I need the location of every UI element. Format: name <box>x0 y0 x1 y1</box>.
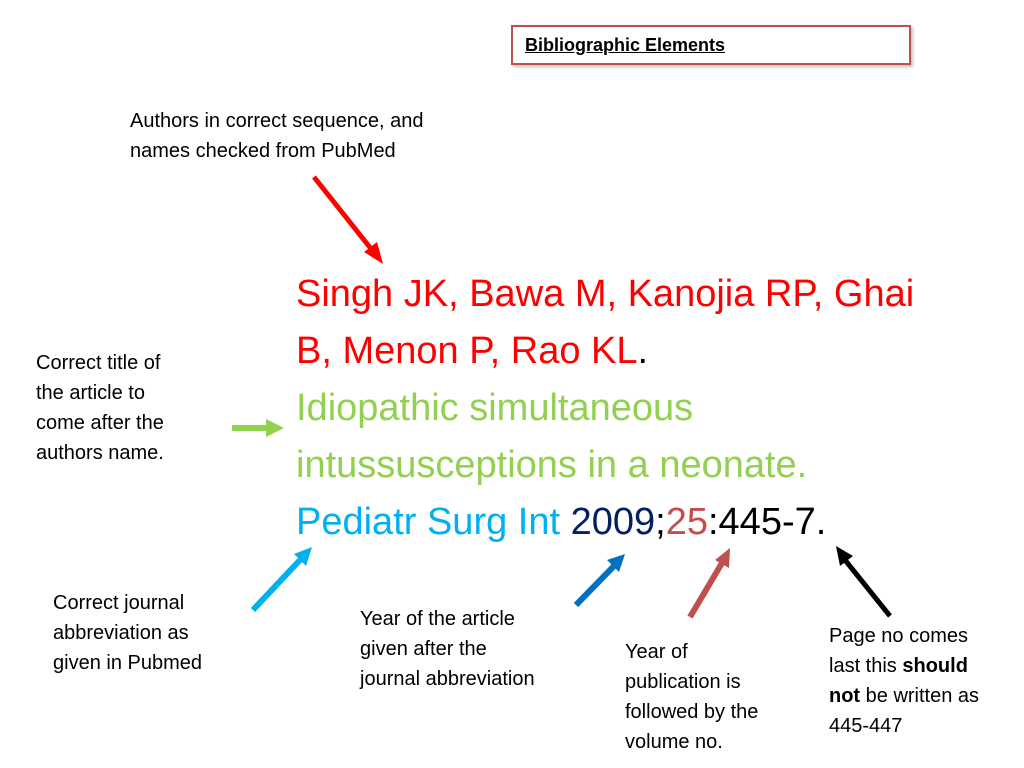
citation-pages: 445-7. <box>718 501 827 543</box>
note-pages-line: Page no comes <box>829 625 968 647</box>
note-volume <box>625 637 758 757</box>
citation-separator: : <box>707 501 719 543</box>
note-volume-line: publication is <box>625 671 741 693</box>
citation-authors: B, Menon P, Rao KL <box>296 330 638 372</box>
citation-separator: ; <box>655 501 666 543</box>
note-volume-line: followed by the <box>625 701 759 723</box>
citation-authors-line <box>296 323 996 380</box>
note-pages <box>829 621 979 741</box>
note-volume-line: volume no. <box>625 731 723 753</box>
note-authors-line: Authors in correct sequence, and <box>130 110 424 132</box>
citation-authors: Singh JK, Bawa M, Kanojia RP, Ghai <box>296 273 915 315</box>
note-authors-line: names checked from PubMed <box>130 140 396 162</box>
citation-volume: 25 <box>665 501 708 543</box>
arrow-title <box>232 419 284 437</box>
note-year <box>360 604 535 694</box>
note-journal-line: given in Pubmed <box>53 652 202 674</box>
note-pages-emphasis: should <box>902 655 968 677</box>
section-title-box <box>511 25 911 65</box>
reference-citation <box>296 266 996 551</box>
arrow-year <box>576 554 625 605</box>
note-journal-line: Correct journal <box>53 592 185 614</box>
citation-year: 2009 <box>570 501 656 543</box>
citation-title: Idiopathic simultaneous <box>296 387 694 429</box>
section-title: Bibliographic Elements <box>525 35 726 55</box>
note-title-line: come after the <box>36 412 164 434</box>
note-authors <box>130 106 424 166</box>
note-pages-line: last this <box>829 655 903 677</box>
note-year-line: journal abbreviation <box>360 668 535 690</box>
arrow-journal <box>253 547 312 610</box>
note-journal <box>53 588 202 678</box>
note-title-line: authors name. <box>36 442 164 464</box>
citation-authors-line <box>296 266 996 323</box>
note-title-line: the article to <box>36 382 145 404</box>
note-year-line: given after the <box>360 638 487 660</box>
citation-title-line <box>296 380 996 437</box>
note-title-line: Correct title of <box>36 352 161 374</box>
note-volume-line: Year of <box>625 641 688 663</box>
note-title <box>36 348 164 468</box>
note-pages-line: 445-447 <box>829 715 903 737</box>
note-pages-emphasis: not <box>829 685 861 707</box>
citation-source-line <box>296 494 996 551</box>
citation-title: intussusceptions in a neonate. <box>296 444 808 486</box>
arrow-pages <box>836 546 890 616</box>
arrow-volume <box>690 548 730 617</box>
arrow-authors <box>314 177 383 264</box>
note-year-line: Year of the article <box>360 608 515 630</box>
note-journal-line: abbreviation as <box>53 622 189 644</box>
note-pages-line: be written as <box>860 685 980 707</box>
citation-title-line <box>296 437 996 494</box>
citation-authors-period: . <box>637 330 649 372</box>
citation-journal: Pediatr Surg Int <box>296 501 571 543</box>
